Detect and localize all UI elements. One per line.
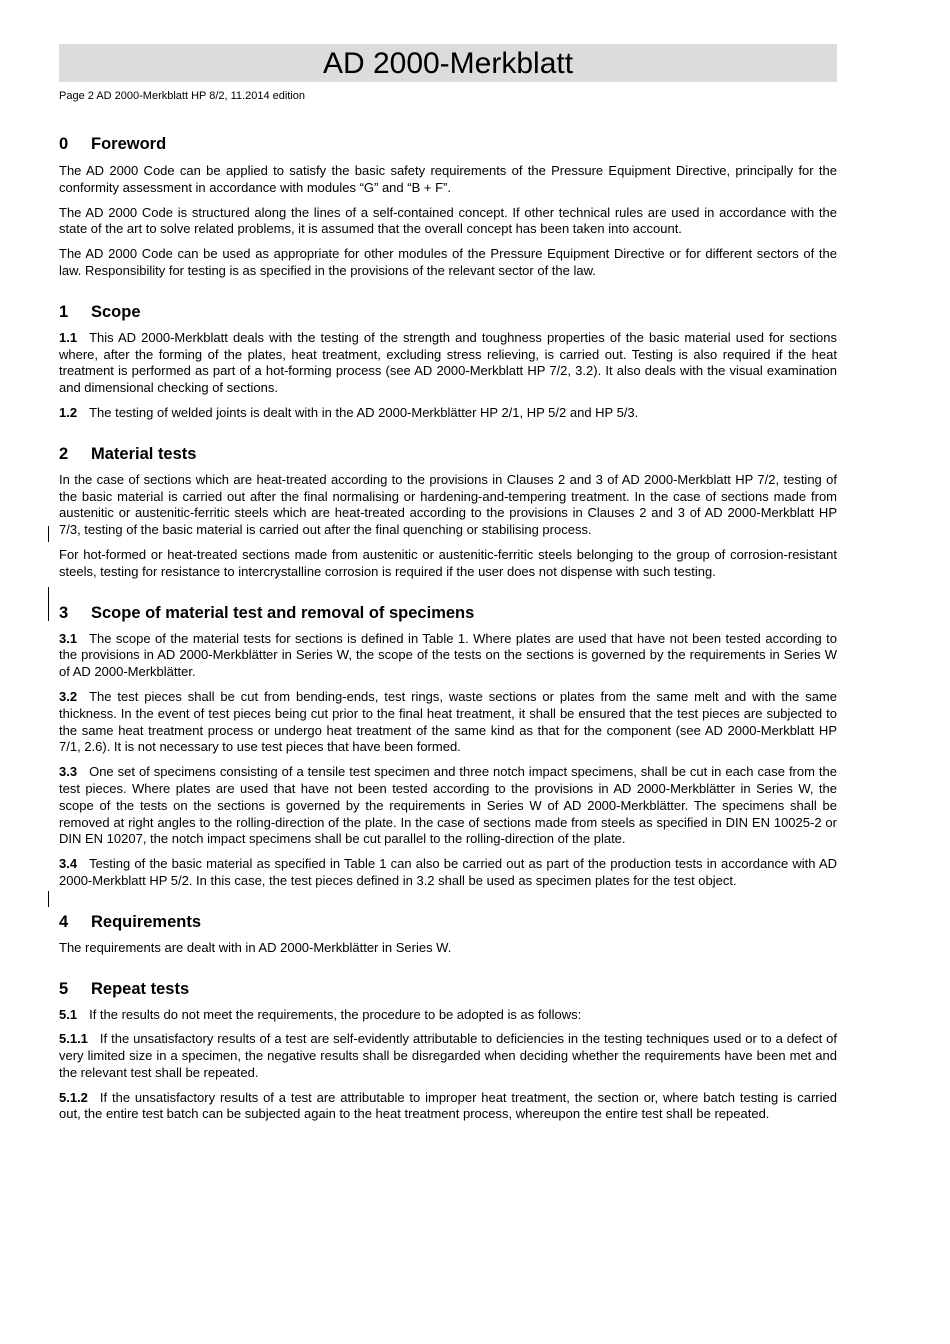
change-bar <box>48 587 49 621</box>
change-bar <box>48 526 49 542</box>
paragraph-text: One set of specimens consisting of a tensile test specimen and three notch impact specimens, shall be cut in each case from the test pieces. Where plates are used that have not been tested according to the provisions in AD 2000-Merkblätter in Series W, the scope of the tests on the sections is governed by the requirements in Series W of AD 2000-Merkblätter. The specimens shall be removed at right angles to the rolling-direction of the plate. In the case of sections made from steels as specified in DIN EN 10025-2 or DIN EN 10207, the notch impact specimens shall be cut parallel to the rolling-direction of the plate. <box>59 764 837 847</box>
paragraph-text: Testing of the basic material as specified in Table 1 can also be carried out as part of the production tests in accordance with AD 2000-Merkblatt HP 5/2. In this case, the test pieces defined in 3.2 shall be used as specimen plates for the test object. <box>59 856 837 888</box>
paragraph-text: The test pieces shall be cut from bending-ends, test rings, waste sections or plates from the same melt and with the same thickness. In the event of test pieces being cut prior to the final heat treatment, it shall be ensured that the test pieces are subjected to the same heat treatment process or undergo heat treatment of the same kind as that for the component (see AD 2000-Merkblatt HP 7/1, 2.6). It is not necessary to use test pieces that have been formed. <box>59 688 837 755</box>
paragraph <box>59 405 837 422</box>
paragraph-text: The scope of the material tests for sections is defined in Table 1. Where plates are used that have not been tested according to the provisions in AD 2000-Merkblätter in Series W, the scope of the tests on the sections is governed by the requirements in Series W of AD 2000-Merkblätter. <box>59 630 837 680</box>
paragraph-number: 1.2 <box>59 404 78 420</box>
section-title: Requirements <box>91 912 202 931</box>
paragraph-number: 3.3 <box>59 764 78 780</box>
section-heading <box>59 912 837 932</box>
section-number: 4 <box>59 912 69 931</box>
paragraph-text: If the unsatisfactory results of a test are self-evidently attributable to deficiencies in the testing techniques used or to a defect of very limited size in a specimen, the negative results shall be disregarded when deciding whether the requirements have been met and the relevant test shall be repeated. <box>59 1031 837 1080</box>
paragraph: The AD 2000 Code can be applied to satisfy the basic safety requirements of the Pressure Equipment Directive, principally for the conformity assessment in accordance with modules “G” and “B + F”. <box>59 163 837 195</box>
paragraph-number: 3.4 <box>59 856 78 872</box>
document-banner: AD 2000-Merkblatt <box>59 44 837 82</box>
paragraph-text: This AD 2000-Merkblatt deals with the testing of the strength and toughness properties of the basic material used for sections where, after the forming of the plates, heat treatment, excluding stress relieving, is carried out. Testing is also required if the heat treatment is performed as part of a hot-forming process (see AD 2000-Merkblatt HP 7/2, 3.2). It also deals with the visual examination and dimensional checking of sections. <box>59 329 837 396</box>
paragraph <box>59 1007 837 1024</box>
section-title: Scope of material test and removal of specimens <box>91 603 475 622</box>
paragraph-number: 3.1 <box>59 630 78 646</box>
paragraph <box>59 631 837 681</box>
paragraph-number: 5.1.1 <box>59 1031 88 1047</box>
page-info: Page 2 AD 2000-Merkblatt HP 8/2, 11.2014 edition <box>59 90 306 102</box>
paragraph-number: 3.2 <box>59 688 78 704</box>
section-number: 1 <box>59 302 69 321</box>
paragraph <box>59 764 837 848</box>
paragraph-number: 1.1 <box>59 329 78 345</box>
section-heading <box>59 603 837 623</box>
section-heading <box>59 302 837 322</box>
section-title: Material tests <box>91 444 197 463</box>
section-heading <box>59 979 837 999</box>
paragraph <box>59 330 837 397</box>
paragraph-text: The testing of welded joints is dealt with in the AD 2000-Merkblätter HP 2/1, HP 5/2 and HP 5/3. <box>89 404 639 420</box>
section-number: 0 <box>59 135 69 153</box>
section-heading <box>59 134 837 154</box>
section-title: Scope <box>91 302 141 321</box>
paragraph-number: 5.1.2 <box>59 1089 88 1105</box>
paragraph: For hot-formed or heat-treated sections made from austenitic or austenitic-ferritic steels belonging to the group of corrosion-resistant steels, testing for resistance to intercrystalline corrosion is required if the user does not dispense with such testing. <box>59 546 837 579</box>
change-bar <box>48 891 49 907</box>
paragraph: The AD 2000 Code is structured along the lines of a self-contained concept. If other technical rules are used in accordance with the state of the art to solve related problems, it is assumed that the overall concept has been taken into account. <box>59 204 837 237</box>
section-number: 3 <box>59 603 69 622</box>
paragraph: The AD 2000 Code can be used as appropriate for other modules of the Pressure Equipment Directive or for different sectors of the law. Responsibility for testing is as specified in the provisions of the relevant sector of the law. <box>59 246 837 278</box>
section-number: 2 <box>59 444 69 463</box>
paragraph-text: If the results do not meet the requirements, the procedure to be adopted is as follows: <box>89 1006 582 1022</box>
paragraph: The requirements are dealt with in AD 2000-Merkblätter in Series W. <box>59 939 452 955</box>
section-title: Repeat tests <box>91 979 190 998</box>
paragraph <box>59 1031 837 1081</box>
paragraph <box>59 1090 837 1124</box>
paragraph <box>59 856 837 890</box>
section-number: 5 <box>59 979 69 998</box>
paragraph: In the case of sections which are heat-treated according to the provisions in Clauses 2 and 3 of AD 2000-Merkblatt HP 7/2, testing of the basic material is carried out after the final normalising or hardening-and-tempering treatment. In the case of sections made from austenitic or austenitic-ferritic steels which are heat-treated according to the provisions in Clauses 2 and 3 of AD 2000-Merkblatt HP 7/3, testing of the basic material is carried out after the final quenching or stabilising process. <box>59 471 837 538</box>
paragraph-text: If the unsatisfactory results of a test are attributable to improper heat treatment, the section or, where batch testing is carried out, the entire test batch can be subjected again to the heat treatment process, whereupon the entire test shall be repeated. <box>59 1089 837 1122</box>
section-heading <box>59 444 837 464</box>
paragraph <box>59 689 837 756</box>
section-title: Foreword <box>91 135 167 153</box>
paragraph-number: 5.1 <box>59 1006 78 1022</box>
document-page <box>59 44 837 1123</box>
